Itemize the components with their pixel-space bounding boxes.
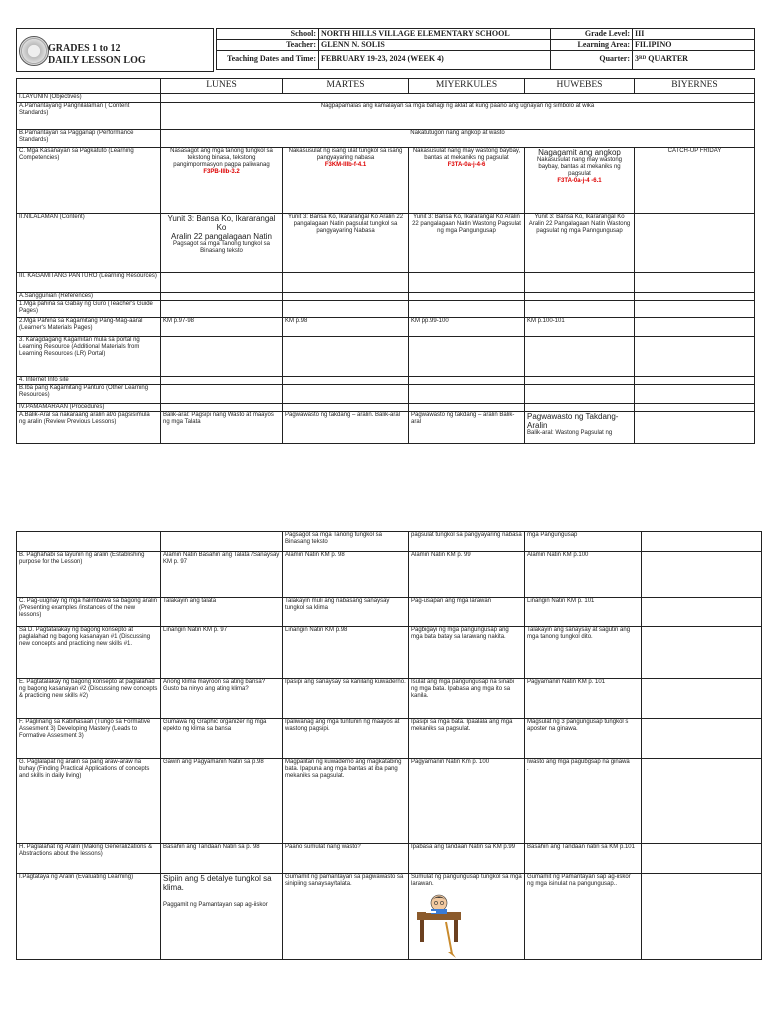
row-label: B.Iba pang Kagamitang Panturo (Other Learning Resources) [17,385,161,404]
row-label: H. Paglalahat ng Aralin (Making Generalizations & Abstractions about the lessons) [17,844,161,874]
day-lunes: LUNES [161,79,283,94]
review-miyerkules: Pagwawasto ng takdang – aralin Balik-aral [409,412,525,444]
day-huwebes: HUWEBES [525,79,635,94]
row-label: A.Pamantayang Pangnilalaman ( Content Standards) [17,103,161,130]
application-miyerkules: Pagyamanin Natin Km p. 100 [409,759,525,844]
purpose-huwebes: Alamin Natin KM p.100 [525,552,642,598]
evaluate-martes: Gumamit ng pamantayan sa pagwawasto sa sinipiing sanaysay/talata. [283,874,409,960]
school-label: School: [217,29,319,40]
title-grades: GRADES 1 to 12 [48,43,121,54]
mastery-miyerkules: Ipasipi sa mga bata. Ipaalala ang mga mekaniks sa pagsulat. [409,719,525,759]
row-label: E. Pagtatalakay ng bagong konsepto at paglalahad ng bagong kasanayan #2 (Discussing new concepts & practicing new skills #2) [17,679,161,719]
row-label: 3. Karagdagang Kagamitan mula sa portal ng Learning Resource (Additional Materials from Learning Resources (LR) Portal) [17,337,161,377]
generalize-huwebes: Basahin ang Tandaan natin sa KM p.101 [525,844,642,874]
review-martes: Pagwawasto ng takdang – aralin. Balik-aral [283,412,409,444]
generalize-miyerkules: Ipabasa ang tandaan Natin sa KM p.99 [409,844,525,874]
examples-huwebes: Linangin Natin KM p. 101 [525,598,642,627]
row-label: 1.Mga pahina sa Gabay ng Guro (Teacher's Guide Pages) [17,301,161,318]
carry-martes: Pagsagot sa mga Tanong tungkol sa Binasang teksto [283,532,409,552]
row-label: A.Balik-Aral sa nakaraang aralin at/o pagsisimula ng aralin (Review Previous Lessons) [17,412,161,444]
blank-head [17,79,161,94]
teacher-label: Teacher: [217,40,319,51]
row-label: C. Pag-uugnay ng mga halimbawa sa bagong aralin (Presenting examples /instances of the new lessons) [17,598,161,627]
discuss1-martes: Linangin Natin KM p.98 [283,627,409,679]
row-label: III. KAGAMITANG PANTURO (Learning Resources) [17,273,161,293]
competency-martes: Nakasusulat ng isang ulat tungkol sa isang pangyayaring nabasa F3KM-IIIb-f-4.1 [283,148,409,214]
area-value: FILIPINO [633,40,755,51]
lesson-table-page1 [16,78,755,444]
teacher-value: GLENN N. SOLIS [319,40,551,51]
school-value: NORTH HILLS VILLAGE ELEMENTARY SCHOOL [319,29,551,40]
lm-martes: KM p.98 [283,318,409,337]
discuss2-martes: Ipasipi ang sanaysay sa kanilang kuwaderno. [283,679,409,719]
dates-label: Teaching Dates and Time: [217,51,319,70]
evaluate-lunes: Sipiin ang 5 detalye tungkol sa klima. Paggamit ng Pamantayan sap ag-iiskor [161,874,283,960]
content-huwebes: Yunit 3: Bansa Ko, Ikararangal Ko Aralin 22 Pangalagaan Natin Wastong pagsulat ng mga Panngungusap [525,214,635,273]
section-layunin: I.LAYUNIN (Objectives) [17,94,161,103]
day-martes: MARTES [283,79,409,94]
row-label: 2.Mga Pahina sa Kagamitang Pang-Mag-aaral (Learner's Materials Pages) [17,318,161,337]
purpose-lunes: Alamin Natin Basahin ang Talata /Sanaysay KM p. 97 [161,552,283,598]
competency-huwebes: Nagagamit ang angkop Nakasusulat nang may wastong baybay, bantas at mekaniks ng pagsulat F3TA-0a-j-4 -6.1 [525,148,635,214]
area-label: Learning Area: [551,40,633,51]
info-table [216,28,755,70]
application-huwebes: Iwasto ang mga pagubgsap na ginawa . [525,759,642,844]
discuss1-huwebes: Talakayin ang sanaysay at sagutin ang mga tanong tungkol dito. [525,627,642,679]
discuss1-lunes: Linangin Natin KM p. 97 [161,627,283,679]
discuss1-miyerkules: Pagbigayi ng mga pangungusap ang mga bata batay sa larawang nakita. [409,627,525,679]
review-huwebes: Pagwawasto ng Takdang-Aralin Balik-aral: Wastong Pagsulat ng [525,412,635,444]
mastery-lunes: Gumawa ng Graphic organizer ng mga epekto ng klima sa bansa [161,719,283,759]
competency-lunes: Nasasagot ang mga tanong tungkol sa tekstong binasa, tekstong pangimpormasyon pagpa paliwanag F3PB-IIIb-3.2 [161,148,283,214]
purpose-martes: Alamin Natin KM p. 98 [283,552,409,598]
quarter-value: 3RD QUARTER [633,51,755,70]
examples-martes: Talakayin muli ang nabasang sanaysay tungkol sa klima [283,598,409,627]
row-label: F. Paglinang sa Kabihasaan (Tungo sa Formative Assesment 3) Developing Mastery (Leads to Formative Assesment 3) [17,719,161,759]
row-label: II.NILALAMAN (Content) [17,214,161,273]
row-label: B.Pamantayan sa Pagganap (Performance Standards) [17,130,161,148]
competency-biyernes: CATCH-UP FRIDAY [635,148,755,214]
grade-value: III [633,29,755,40]
review-lunes: Balik-aral: Pagsipi nang Wasto at maayos ng mga Talata [161,412,283,444]
row-label: C. Mga Kasanayan sa Pagkatuto (Learning Competencies) [17,148,161,214]
deped-seal-icon [19,36,49,66]
day-biyernes: BIYERNES [635,79,755,94]
dates-value: FEBRUARY 19-23, 2024 (WEEK 4) [319,51,551,70]
generalize-martes: Paano sumulat nang wasto? [283,844,409,874]
mastery-martes: Ipaliwanag ang mga tuntunin ng maayos at wastong pagsipi. [283,719,409,759]
row-label: I.Pagtataya ng Aralin (Evaluating Learning) [17,874,161,960]
lm-huwebes: KM p.100-101 [525,318,635,337]
row-label: Sa D. Pagtatalakay ng bagong konsepto at paglalahad ng bagong kasanayan #1 (Discussing new concepts and practicing new skills #1. [17,627,161,679]
row-label: 4. Internet Info site [17,377,161,385]
lesson-table-page2 [16,531,762,960]
row-label: G. Paglalapat ng aralin sa pang araw-araw na buhay (Finding Practical Applications of concepts and skills in daily living) [17,759,161,844]
application-martes: Magpalitan ng kuwaderno ang magkatabing bata. Ipapuna ang mga bantas at iba pang mekaniks sa pagsulat. [283,759,409,844]
discuss2-huwebes: Pagyamanin Natin KM p. 101 [525,679,642,719]
row-label: B. Paghahabi sa layunin ng aralin (Establishing purpose for the Lesson) [17,552,161,598]
row-label: IV.PAMAMARAAN (Procedures) [17,404,161,412]
discuss2-lunes: Anong klima mayroon sa ating bansa? Gusto ba ninyo ang ating klima? [161,679,283,719]
generalize-lunes: Basahin ang Tandaan Natin sa p. 98 [161,844,283,874]
purpose-miyerkules: Alamin Natin KM p. 99 [409,552,525,598]
row-label: A.Sanggunian (References) [17,293,161,301]
performance-standard: Nakatutugon nang angkop at wasto [161,130,755,148]
log-title [48,43,146,67]
day-miyerkules: MIYERKULES [409,79,525,94]
child-writing-illustration [414,892,464,960]
content-martes: Yunit 3: Bansa Ko, Ikararangal Ko Aralin 22 pangalagaan Natin pagsulat tungkol sa pangyayaring Nabasa [283,214,409,273]
content-standard: Nagpapamalas ang kamalayan sa mga bahagi ng aklat at kung paano ang ugnayan ng simbolo at wika [161,103,755,130]
application-lunes: Gawin ang Pagyamanin Natin sa p.98 [161,759,283,844]
mastery-huwebes: Magsulat ng 3 pangungusap tungkol s aposter na ginawa. [525,719,642,759]
evaluate-huwebes: Gumamit ng Pamantayan sap ag-iiskor ng mga isinulat na pangungusap.. [525,874,642,960]
discuss2-miyerkules: Isulat ang mga pangungusap na sinabi ng mga bata. Ipabasa ang mga ito sa kanila. [409,679,525,719]
competency-miyerkules: Nakasusulat nang may wastong baybay, bantas at mekaniks ng pagsulat F3TA-0a-j-4-6 [409,148,525,214]
carry-huwebes: mga Pangungusap [525,532,642,552]
quarter-label: Quarter: [551,51,633,70]
examples-lunes: Talakayin ang talata [161,598,283,627]
carry-miyerkules: pagsulat tungkol sa pangyayaring nabasa [409,532,525,552]
lm-lunes: KM p.97-98 [161,318,283,337]
lm-miyerkules: KM pp.99-100 [409,318,525,337]
examples-miyerkules: Pag-usapan ang mga larawan [409,598,525,627]
evaluate-miyerkules: Sumulat ng pangungusap tungkol sa mga larawan. [409,874,525,960]
title-dll: DAILY LESSON LOG [48,55,146,66]
content-lunes: Yunit 3: Bansa Ko, Ikararangal Ko Aralin 22 pangalagaan Natin Pagsagot sa mga Tanong tungkol sa Binasang teksto [161,214,283,273]
content-miyerkules: Yunit 3: Bansa Ko, Ikararangal Ko Aralin 22 pangalagaan Natin Wastong Pagsulat ng mga Pangungusap [409,214,525,273]
grade-label: Grade Level: [551,29,633,40]
